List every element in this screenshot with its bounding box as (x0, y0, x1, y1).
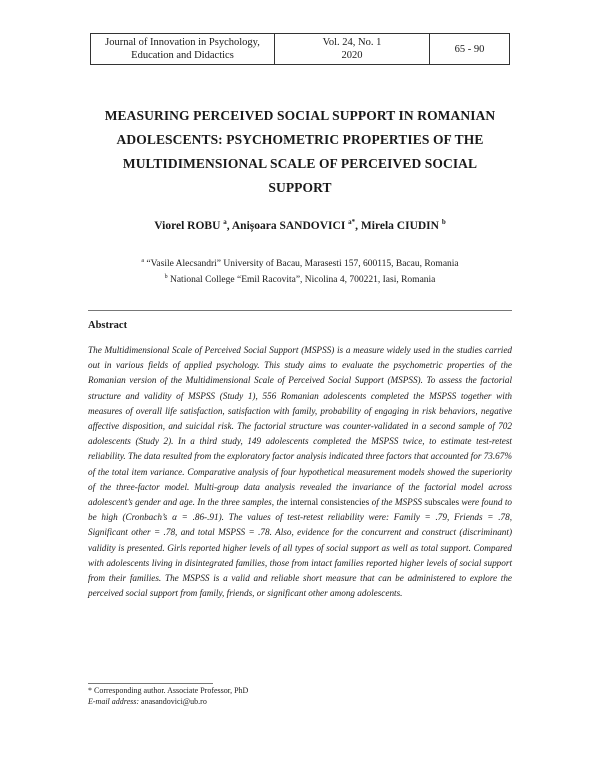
volume-year-cell (275, 34, 430, 65)
journal-name: Journal of Innovation in Psychology, Education and Didactics (91, 34, 275, 65)
footnote-divider (88, 683, 213, 684)
affiliation-text: “Vasile Alecsandri” University of Bacau, Marasesti 157, 600115, Bacau, Romania (146, 259, 459, 270)
journal-year: 2020 (341, 50, 363, 61)
corresponding-author-footnote: * Corresponding author. Associate Professor, PhD (88, 686, 249, 695)
abstract-text-upright: internal consistencies (290, 497, 370, 508)
author-name: Mirela CIUDIN (360, 219, 439, 232)
author-name: Anișoara SANDOVICI (231, 219, 346, 232)
corresponding-author-marker: * (351, 218, 356, 226)
journal-volume: Vol. 24, No. 1 (322, 37, 382, 48)
affiliation (0, 274, 600, 285)
paper-title: MEASURING PERCEIVED SOCIAL SUPPORT IN ROMANIAN ADOLESCENTS: PSYCHOMETRIC PROPERTIES OF THE MULTIDIMENSIONAL SCALE OF PERCEIVED SOCIAL SUPPORT (104, 108, 496, 195)
abstract-text: were found to be high (Cronbach’s α = .86-.91). The values of test-retest reliability were: Family = .79, Friends = .78, Significant other = .78, and total MSPSS = .78. Also, evidence for the concurrent and construct (discriminant) validity is presented. Girls reported higher levels of all types of social support as well as total support. Compared with adolescents living in disintegrated families, those from intact families reported higher levels of social support from their families. The MSPSS is a valid and reliable short measure that can be administered to explore the perceived social support from family, friends, or significant other among adolescents. (88, 497, 513, 599)
abstract-text: of the MSPSS (371, 497, 422, 508)
abstract-text-upright: subscales (424, 497, 460, 508)
email-label: E-mail address: (88, 697, 140, 706)
author-affiliation-marker: b (441, 218, 446, 226)
author-list (0, 218, 600, 232)
affiliation-text: National College “Emil Racovita”, Nicolina 4, 700221, Iasi, Romania (169, 275, 436, 286)
author-affiliation-marker: a (223, 218, 227, 226)
abstract-heading: Abstract (88, 320, 128, 331)
abstract-text: The Multidimensional Scale of Perceived Social Support (MSPSS) is a measure widely used in the studies carried out in various fields of applied psychology. This study aims to evaluate the psychometric properties of the Romanian version of the Multidimensional Scale of Perceived Social Support (MSPSS). To assess the factorial structure and validity of MSPSS (Study 1), 556 Romanian adolescents completed the MSPSS together with measures of overall life satisfaction, satisfaction with family, probability of engaging in risk behaviors, negative affective disposition, and suicidal risk. The factorial structure was counter-validated in a second sample of 702 adolescents (Study 2). In a third study, 149 adolescents completed the MSPSS twice, to estimate test-retest reliability. The data resulted from the exploratory factor analysis indicated three factors that accounted for 73.67% of the total item variance. Comparative analysis of four hypothetical measurement models showed the superiority of the three-factor model. Multi-group data analysis revealed the invariance of the factorial model across adolescent’s gender and age. In the three samples, the (88, 345, 513, 508)
author-separator: , (226, 219, 232, 232)
divider (88, 310, 512, 311)
author-name: Viorel ROBU (154, 219, 221, 232)
author-separator: , (355, 219, 361, 232)
affiliation-marker: b (164, 274, 168, 280)
abstract-body (88, 343, 512, 601)
email-footnote (88, 697, 207, 707)
affiliation (0, 258, 600, 269)
journal-header-table (90, 33, 510, 65)
email-address[interactable]: anasandovici@ub.ro (141, 697, 207, 706)
affiliation-marker: a (141, 258, 144, 264)
author-affiliation-marker: a* (348, 218, 356, 226)
journal-pages: 65 - 90 (430, 34, 510, 65)
